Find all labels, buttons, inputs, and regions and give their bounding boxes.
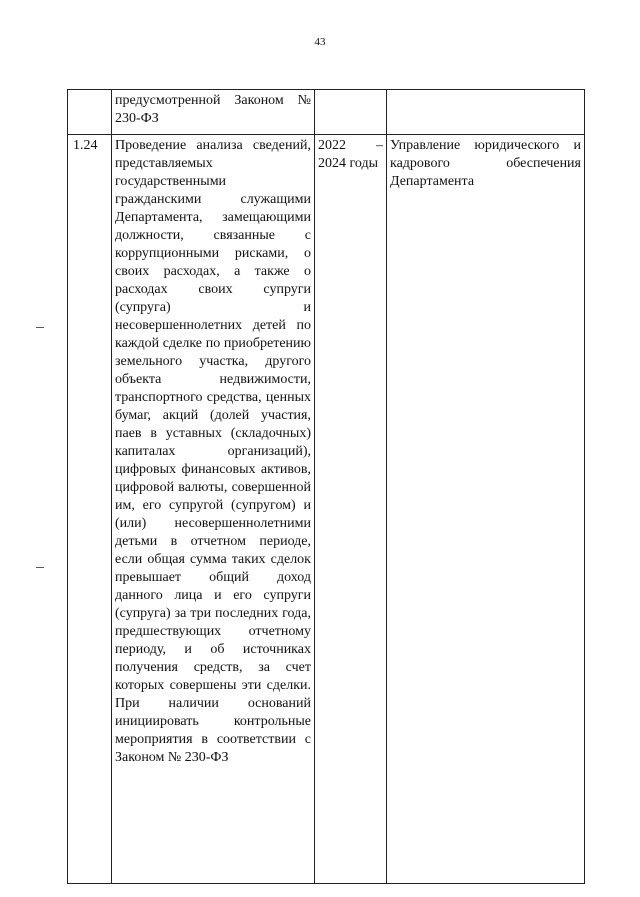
item-number-cell xyxy=(68,90,112,135)
page-number: 43 xyxy=(314,36,326,48)
responsible-cell xyxy=(387,90,585,135)
measures-table xyxy=(67,89,585,884)
margin-mark xyxy=(36,567,44,568)
item-number-cell: 1.24 xyxy=(68,135,112,884)
measure-description-cell: предусмотренной Законом № 230-ФЗ xyxy=(112,90,315,135)
measure-description-cell: Проведение анализа сведений, представляемых государственными гражданскими служащими Департамента, замещающими должности, связанные с коррупционными рисками, о своих расходах, а также о расходах своих супруги (супруга) и несовершеннолетних детей по каждой сделке по приобретению земельного участка, другого объекта недвижимости, транспортного средства, ценных бумаг, акций (долей участия, паев в уставных (складочных) капиталах организаций), цифровых финансовых активов, цифровой валюты, совершенной им, его супругой (супругом) и (или) несовершеннолетними детьми в отчетном периоде, если общая сумма таких сделок превышает общий доход данного лица и его супруги (супруга) за три последних года, предшествующих отчетному периоду, и об источниках получения средств, за счет которых совершены эти сделки. При наличии оснований инициировать контрольные мероприятия в соответствии с Законом № 230-ФЗ xyxy=(112,135,315,884)
term-cell: 2022 – 2024 годы xyxy=(315,135,387,884)
responsible-cell: Управление юридического и кадрового обеспечения Департамента xyxy=(387,135,585,884)
table-row xyxy=(68,90,585,135)
margin-mark xyxy=(36,327,44,328)
table-row xyxy=(68,135,585,884)
term-cell xyxy=(315,90,387,135)
